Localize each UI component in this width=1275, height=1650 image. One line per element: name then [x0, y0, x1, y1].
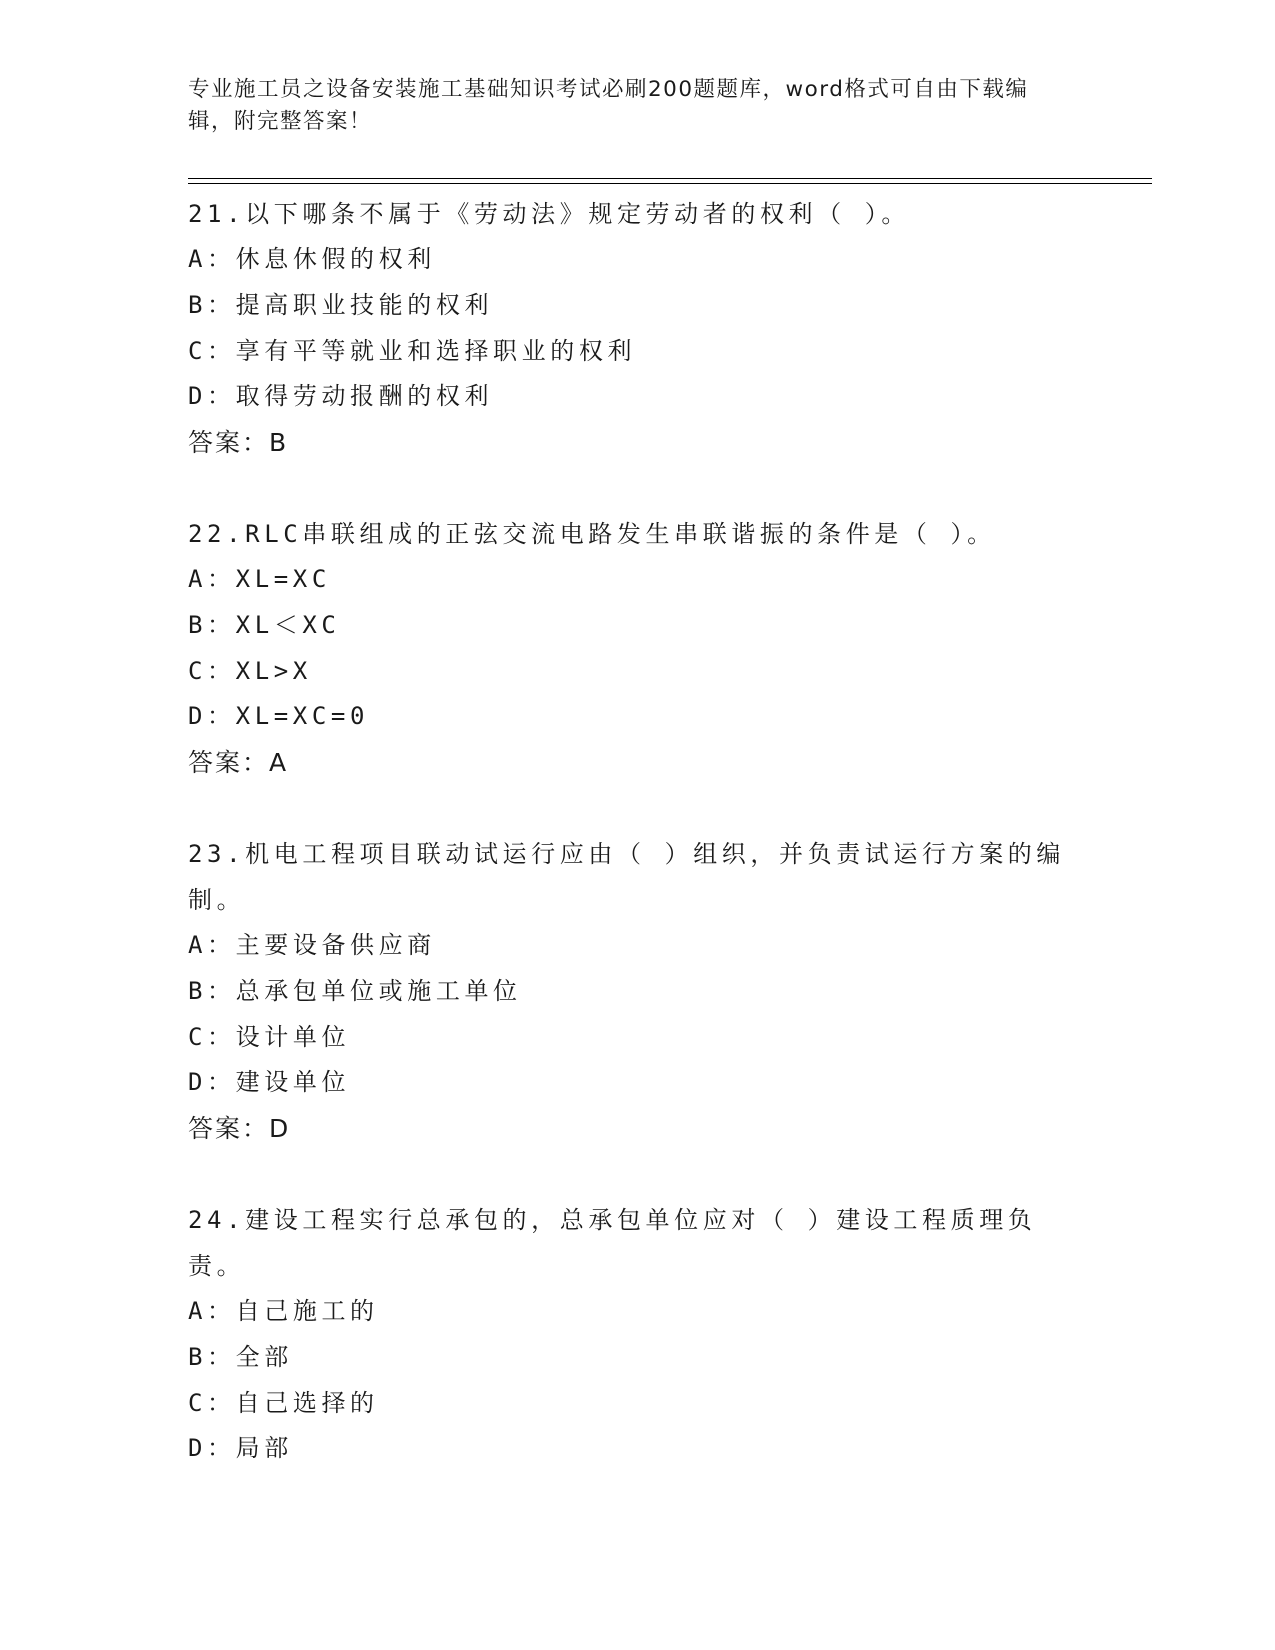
option-c: C：设计单位: [188, 1022, 351, 1051]
question-text: 21.以下哪条不属于《劳动法》规定劳动者的权利（ ）。: [188, 200, 910, 228]
option-b: B：XL＜XC: [188, 610, 341, 639]
option-a: A：XL=XC: [188, 564, 331, 593]
option-b: B：全部: [188, 1342, 293, 1371]
question-text: 23.机电工程项目联动试运行应由（ ）组织，并负责试运行方案的编制。: [188, 839, 1065, 914]
option-a: A：主要设备供应商: [188, 930, 436, 959]
answer-text: 答案：B: [188, 428, 289, 458]
option-a: A：休息休假的权利: [188, 245, 436, 273]
answer-text: 答案：D: [188, 1114, 291, 1144]
question-23: [188, 831, 1088, 1152]
option-b: B：提高职业技能的权利: [188, 290, 494, 319]
option-d: D：XL=XC=0: [188, 702, 369, 731]
option-a: A：自己施工的: [188, 1296, 379, 1325]
header-rule-top: [188, 178, 1152, 179]
option-d: D：局部: [188, 1434, 293, 1463]
option-b: B：总承包单位或施工单位: [188, 976, 522, 1005]
option-c: C：自己选择的: [188, 1388, 379, 1417]
question-list: [188, 191, 1088, 1517]
question-text: 22.RLC串联组成的正弦交流电路发生串联谐振的条件是（ ）。: [188, 519, 996, 548]
header-rule-bottom: [188, 183, 1152, 184]
answer-text: 答案：A: [188, 748, 289, 778]
option-c: C：XL>X: [188, 656, 312, 685]
option-c: C：享有平等就业和选择职业的权利: [188, 336, 637, 365]
question-text: 24.建设工程实行总承包的，总承包单位应对（ ）建设工程质理负责。: [188, 1205, 1037, 1280]
option-d: D：建设单位: [188, 1068, 351, 1097]
question-21: [188, 191, 1088, 466]
option-d: D：取得劳动报酬的权利: [188, 382, 494, 411]
document-header: 专业施工员之设备安装施工基础知识考试必刷200题题库，word格式可自由下载编辑，附完整答案！: [188, 77, 1029, 134]
question-24: [188, 1197, 1088, 1472]
question-22: [188, 511, 1088, 786]
